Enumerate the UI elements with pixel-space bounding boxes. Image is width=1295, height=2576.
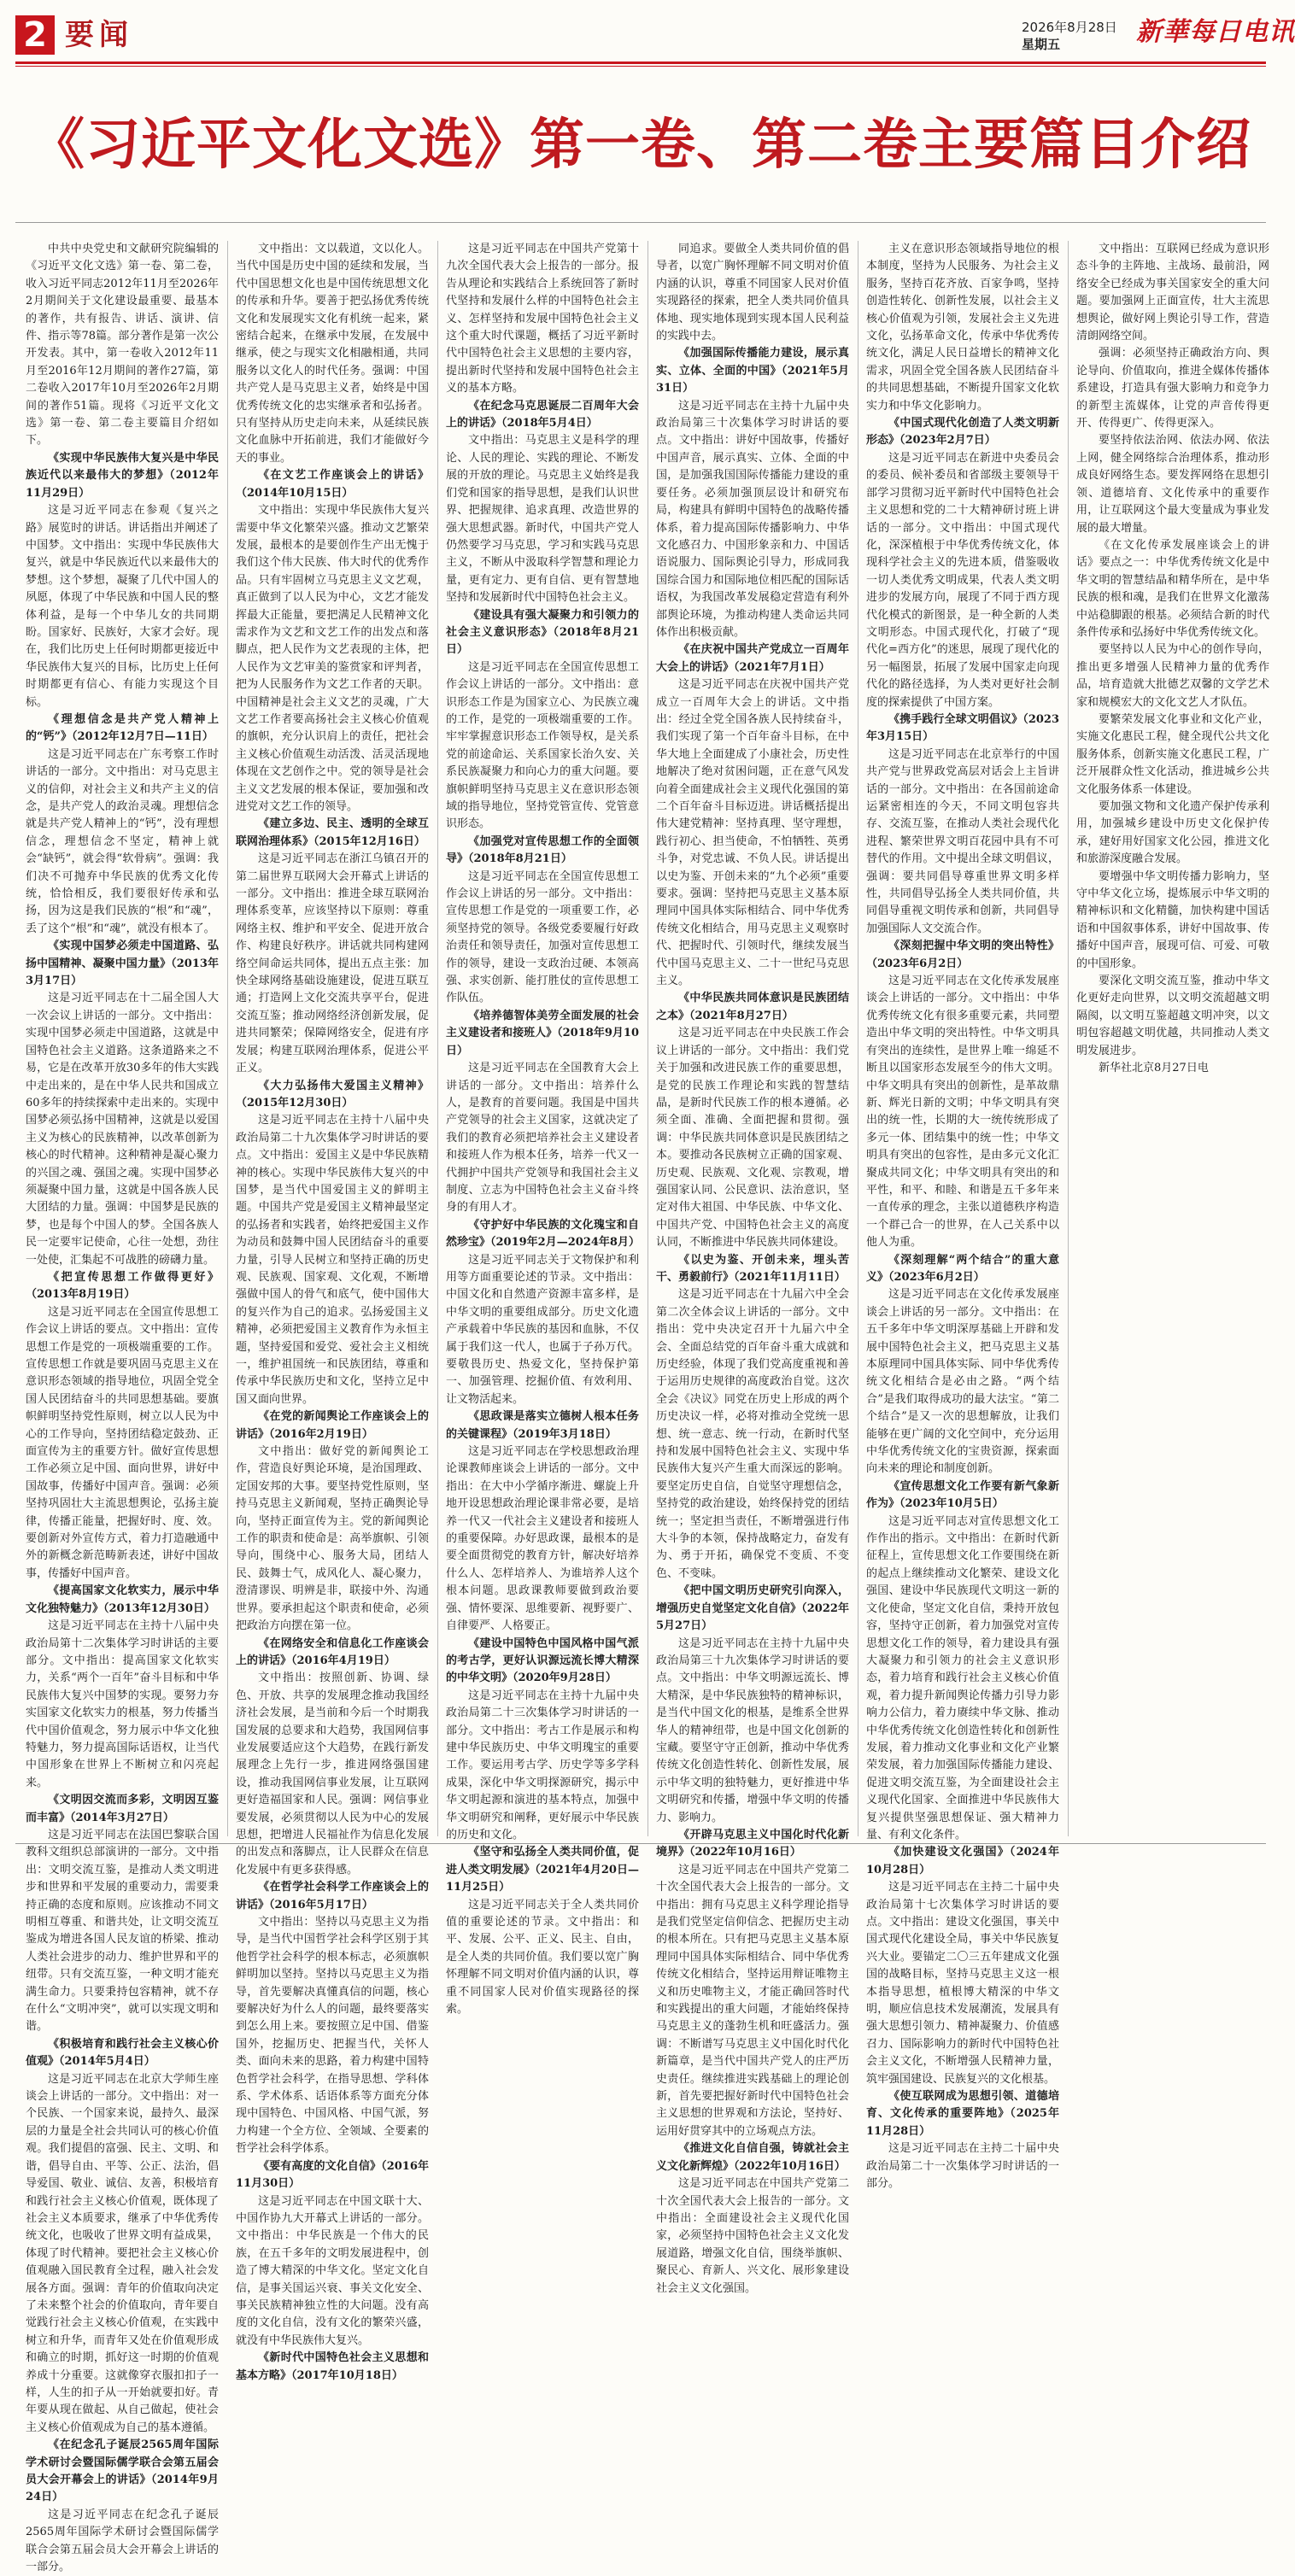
article-paragraph: 这是习近平同志在主持十八届中央政治局第十二次集体学习时讲话的主要部分。文中指出：提高国家文化软实力，关系“两个一百年”奋斗目标和中华民族伟大复兴中国梦的实现。要努力夯实国家文化软实力的根基，努力传播当代中国价值观念，努力展示中华文化独特魅力，努力提高国际话语权，让当代中国形象在世界上不断树立和闪亮起来。 bbox=[26, 1619, 219, 1789]
article-paragraph: 这是习近平同志关于文物保护和利用等方面重要论述的节录。文中指出：中国文化和自然遗产资源丰富多样，是中华文明的重要组成部分。历史文化遗产承载着中华民族的基因和血脉，不仅属于我们这一代人，也属于子孙万代。要敬畏历史、热爱文化，坚持保护第一、加强管理、挖掘价值、有效利用、让文物活起来。 bbox=[446, 1253, 639, 1406]
article-subheading: 《要有高度的文化自信》（2016年11月30日） bbox=[236, 2159, 429, 2191]
article-column-6 bbox=[1076, 241, 1269, 1836]
article-paragraph: 这是习近平同志在庆祝中国共产党成立一百周年大会上的讲话。文中指出：经过全党全国各族人民持续奋斗，我们实现了第一个百年奋斗目标，在中华大地上全面建成了小康社会，历史性地解决了绝对贫困问题，正在意气风发向着全面建成社会主义现代化强国的第二个百年奋斗目标迈进。讲话概括提出伟大建党精神：坚持真理、坚守理想，践行初心、担当使命，不怕牺牲、英勇斗争，对党忠诚、不负人民。讲话提出以史为鉴、开创未来的“九个必须”重要要求。强调：坚持把马克思主义基本原理同中国具体实际相结合、同中华优秀传统文化相结合，用马克思主义观察时代、把握时代、引领时代，继续发展当代中国马克思主义、二十一世纪马克思主义。 bbox=[656, 678, 849, 988]
article-column-1 bbox=[26, 241, 219, 2574]
article-paragraph: 这是习近平同志在中央民族工作会议上讲话的一部分。文中指出：我们党关于加强和改进民族工作的重要思想，是党的民族工作理论和实践的智慧结晶，是新时代民族工作的根本遵循。必须全面、准确、全面把握和贯彻。强调：中华民族共同体意识是民族团结之本。要推动各民族树立正确的国家观、历史观、民族观、文化观、宗教观，增强国家认同、公民意识、法治意识，坚定对伟大祖国、中华民族、中华文化、中国共产党、中国特色社会主义的高度认同，不断推进中华民族共同体建设。 bbox=[656, 1027, 849, 1250]
article-column-2 bbox=[236, 241, 429, 2382]
article-paragraph: 这是习近平同志在法国巴黎联合国教科文组织总部演讲的一部分。文中指出：文明交流互鉴，是推动人类文明进步和世界和平发展的重要动力，需要秉持正确的态度和原则。应该推动不同文明相互尊重、和谐共处，让文明交流互鉴成为增进各国人民友谊的桥梁、推动人类社会进步的动力、维护世界和平的纽带。只有交流互鉴，一种文明才能充满生命力。只要秉持包容精神，就不存在什么“文明冲突”，就可以实现文明和谐。 bbox=[26, 1828, 219, 2034]
article-paragraph: 这是习近平同志在学校思想政治理论课教师座谈会上讲话的一部分。文中指出：在大中小学循序渐进、螺旋上升地开设思想政治理论课非常必要，是培养一代又一代社会主义建设者和接班人的重要保障。办好思政课，最根本的是要全面贯彻党的教育方针，解决好培养什么人、怎样培养人、为谁培养人这个根本问题。思政课教师要做到政治要强、情怀要深、思维要新、视野要广、自律要严、人格要正。 bbox=[446, 1445, 639, 1633]
article-subheading: 《加强党对宣传思想工作的全面领导》（2018年8月21日） bbox=[446, 834, 639, 866]
headline-rule bbox=[15, 222, 1266, 223]
issue-date bbox=[1022, 19, 1117, 53]
article-paragraph: 强调：必须坚持正确政治方向、舆论导向、价值取向，推进全媒体传播体系建设，打造具有强大影响力和竞争力的新型主流媒体，让党的声音传得更开、传得更广、传得更深入。 bbox=[1076, 347, 1269, 430]
page-number: 2 bbox=[15, 15, 55, 55]
article-paragraph: 要深化文明交流互鉴，推动中华文化更好走向世界，以文明交流超越文明隔阂，以文明互鉴超越文明冲突，以文明包容超越文明优越，共同推动人类文明发展进步。 bbox=[1076, 975, 1269, 1057]
article-paragraph: 这是习近平同志在北京举行的中国共产党与世界政党高层对话会上主旨讲话的一部分。文中指出：在各国前途命运紧密相连的今天，不同文明包容共存、交流互鉴，在推动人类社会现代化进程、繁荣世界文明百花园中具有不可替代的作用。文中提出全球文明倡议，强调：要共同倡导尊重世界文明多样性，共同倡导弘扬全人类共同价值，共同倡导重视文明传承和创新，共同倡导加强国际人文交流合作。 bbox=[866, 747, 1059, 935]
article-paragraph: 这是习近平同志在全国宣传思想工作会议上讲话的另一部分。文中指出：宣传思想工作是党的一项重要工作，必须坚持党的领导。各级党委要履行好政治责任和领导责任，加强对宣传思想工作的领导，建设一支政治过硬、本领高强、求实创新、能打胜仗的宣传思想工作队伍。 bbox=[446, 869, 639, 1005]
article-subheading: 《开辟马克思主义中国化时代化新境界》（2022年10月16日） bbox=[656, 1828, 849, 1859]
article-subheading: 《把中国文明历史研究引向深入，增强历史自觉坚定文化自信》（2022年5月27日） bbox=[656, 1584, 849, 1633]
article-paragraph: 中共中央党史和文献研究院编辑的《习近平文化文选》第一卷、第二卷，收入习近平同志2012年11月至2026年2月期间关于文化建设最重要、最基本的著作，共有报告、讲话、演讲、信件、指示等78篇。部分著作是第一次公开发表。其中，第一卷收入2012年11月至2016年12月期间的著作27篇，第二卷收入2017年10月至2026年2月期间的著作51篇。现将《习近平文化文选》第一卷、第二卷主要篇目介绍如下。 bbox=[26, 243, 219, 448]
article-subheading: 《建立多边、民主、透明的全球互联网治理体系》（2015年12月16日） bbox=[236, 817, 429, 848]
article-paragraph: 这是习近平同志在中国共产党第二十次全国代表大会上报告的一部分。文中指出：拥有马克思主义科学理论指导是我们党坚定信仰信念、把握历史主动的根本所在。只有把马克思主义基本原理同中国具体实际相结合、同中华优秀传统文化相结合，坚持运用辩证唯物主义和历史唯物主义，才能正确回答时代和实践提出的重大问题，才能始终保持马克思主义的蓬勃生机和旺盛活力。强调：不断谱写马克思主义中国化时代化新篇章，是当代中国共产党人的庄严历史责任。继续推进实践基础上的理论创新，首先要把握好新时代中国特色社会主义思想的世界观和方法论，坚持好、运用好贯穿其中的立场观点方法。 bbox=[656, 1863, 849, 2138]
article-paragraph: 这是习近平同志在中国文联十大、中国作协九大开幕式上讲话的一部分。文中指出：中华民族是一个伟大的民族，在五千多年的文明发展进程中，创造了博大精深的中华文化。坚定文化自信，是事关国运兴衰、事关文化安全、事关民族精神独立性的大问题。没有高度的文化自信，没有文化的繁荣兴盛，就没有中华民族伟大复兴。 bbox=[236, 2194, 429, 2347]
article-subheading: 《在庆祝中国共产党成立一百周年大会上的讲话》（2021年7月1日） bbox=[656, 643, 849, 674]
article-paragraph: 这是习近平同志在十二届全国人大一次会议上讲话的一部分。文中指出：实现中国梦必须走中国道路，这就是中国特色社会主义道路。这条道路来之不易，它是在改革开放30多年的伟大实践中走出来的，是在中华人民共和国成立60多年的持续探索中走出来的。实现中国梦必须弘扬中国精神，这就是以爱国主义为核心的民族精神，以改革创新为核心的时代精神。这种精神是凝心聚力的兴国之魂、强国之魂。实现中国梦必须凝聚中国力量，这就是中国各族人民大团结的力量。强调：中国梦是民族的梦，也是每个中国人的梦。全国各族人民一定要牢记使命，心往一处想，劲往一处使，汇集起不可战胜的磅礴力量。 bbox=[26, 992, 219, 1267]
article-subheading: 《中国式现代化创造了人类文明新形态》（2023年2月7日） bbox=[866, 417, 1059, 448]
header-rule-thin bbox=[15, 66, 1266, 67]
article-paragraph: 这是习近平同志在中国共产党第十九次全国代表大会上报告的一部分。报告从理论和实践结合上系统回答了新时代坚持和发展什么样的中国特色社会主义、怎样坚持和发展中国特色社会主义这个重大时代课题，概括了习近平新时代中国特色社会主义思想的主要内容，提出新时代坚持和发展中国特色社会主义的基本方略。 bbox=[446, 243, 639, 395]
article-subheading: 《大力弘扬伟大爱国主义精神》（2015年12月30日） bbox=[236, 1079, 429, 1109]
article-paragraph: 这是习近平同志在文化传承发展座谈会上讲话的一部分。文中指出：中华优秀传统文化有很多重要元素，共同塑造出中华文明的突出特性。中华文明具有突出的连续性，是世界上唯一绵延不断且以国家形态发展至今的伟大文明。中华文明具有突出的创新性，是革故鼎新、辉光日新的文明；中华文明具有突出的统一性，长期的大一统传统形成了多元一体、团结集中的统一性；中华文明具有突出的包容性，是由多元文化汇聚成共同文化；中华文明具有突出的和平性，和平、和睦、和谐是五千多年来一直传承的理念，主张以道德秩序构造一个群己合一的世界，在人己关系中以他人为重。 bbox=[866, 975, 1059, 1250]
article-paragraph: 这是习近平同志在主持十八届中央政治局第二十九次集体学习时讲话的要点。文中指出：爱国主义是中华民族精神的核心。实现中华民族伟大复兴的中国梦，是当代中国爱国主义的鲜明主题。中国共产党是爱国主义精神最坚定的弘扬者和实践者，始终把爱国主义作为动员和鼓舞中国人民团结奋斗的重要力量，引导人民树立和坚持正确的历史观、民族观、国家观、文化观，不断增强做中国人的骨气和底气，使中国伟大的复兴作为自己的追求。弘扬爱国主义精神，必须把爱国主义教育作为永恒主题，坚持爱国和爱党、爱社会主义相统一，维护祖国统一和民族团结，尊重和传承中华民族历史和文化，坚持立足中国又面向世界。 bbox=[236, 1114, 429, 1406]
article-subheading: 《坚守和弘扬全人类共同价值，促进人类文明发展》（2021年4月20日—11月25日） bbox=[446, 1846, 639, 1894]
article-paragraph: 这是习近平同志在新进中央委员会的委员、候补委员和省部级主要领导干部学习贯彻习近平新时代中国特色社会主义思想和党的二十大精神研讨班上讲话的一部分。文中指出：中国式现代化，深深植根于中华优秀传统文化，体现科学社会主义的先进本质，借鉴吸收一切人类优秀文明成果，代表人类文明进步的发展方向，展现了不同于西方现代化模式的新图景，是一种全新的人类文明形态。中国式现代化，打破了“现代化=西方化”的迷思，展现了现代化的另一幅图景，拓展了发展中国家走向现代化的路径选择，为人类对更好社会制度的探索提供了中国方案。 bbox=[866, 451, 1059, 709]
article-paragraph: 这是习近平同志对宣传思想文化工作作出的指示。文中指出：在新时代新征程上，宣传思想文化工作要围绕在新的起点上继续推动文化繁荣、建设文化强国、建设中华民族现代文明这一新的文化使命，坚定文化自信，秉持开放包容，坚持守正创新，着力加强党对宣传思想文化工作的领导，着力建设具有强大凝聚力和引领力的社会主义意识形态，着力培育和践行社会主义核心价值观，着力提升新闻舆论传播力引导力影响力公信力，着力赓续中华文脉、推动中华优秀传统文化创造性转化和创新性发展，着力推动文化事业和文化产业繁荣发展，着力加强国际传播能力建设、促进文明交流互鉴，为全面建设社会主义现代化国家、全面推进中华民族伟大复兴提供坚强思想保证、强大精神力量、有利文化条件。 bbox=[866, 1514, 1059, 1841]
masthead bbox=[0, 0, 1295, 60]
article-subheading: 《建设中国特色中国风格中国气派的考古学，更好认识源远流长博大精深的中华文明》（2020年9月28日） bbox=[446, 1636, 639, 1685]
article-subheading: 《推进文化自信自强，铸就社会主义文化新辉煌》（2022年10月16日） bbox=[656, 2142, 849, 2173]
article-paragraph: 这是习近平同志在全国宣传思想工作会议上讲话的一部分。文中指出：意识形态工作是为国家立心、为民族立魂的工作，是党的一项极端重要的工作。牢牢掌握意识形态工作领导权，是关系党的前途命运、关系国家长治久安、关系民族凝聚力和向心力的重大问题。要旗帜鲜明坚持马克思主义在意识形态领域的指导地位，坚持党管宣传、党管意识形态。 bbox=[446, 660, 639, 831]
article-paragraph: 同追求。要做全人类共同价值的倡导者，以宽广胸怀理解不同文明对价值内涵的认识，尊重不同国家人民对价值实现路径的探索，把全人类共同价值具体地、现实地体现到实现本国人民利益的实践中去。 bbox=[656, 243, 849, 343]
article-paragraph: 这是习近平同志在全国宣传思想工作会议上讲话的要点。文中指出：宣传思想工作是党的一项极端重要的工作。宣传思想工作就是要巩固马克思主义在意识形态领域的指导地位，巩固全党全国人民团结奋斗的共同思想基础。要旗帜鲜明坚持党性原则，树立以人民为中心的工作导向，坚持团结稳定鼓劲、正面宣传为主的重要方针。做好宣传思想工作必须立足中国、面向世界，讲好中国故事，传播好中国声音。强调：必须坚持巩固壮大主流思想舆论，弘扬主旋律，传播正能量，把握好时、度、效。要创新对外宣传方式，着力打造融通中外的新概念新范畴新表述，讲好中国故事，传播好中国声音。 bbox=[26, 1305, 219, 1580]
article-paragraph: 要加强文物和文化遗产保护传承利用，加强城乡建设中历史文化保护传承，建好用好国家文化公园，推进文化和旅游深度融合发展。 bbox=[1076, 800, 1269, 866]
column-divider bbox=[227, 241, 228, 1836]
article-subheading: 《培养德智体美劳全面发展的社会主义建设者和接班人》（2018年9月10日） bbox=[446, 1009, 639, 1057]
column-divider bbox=[437, 241, 438, 1836]
article-subheading: 《积极培育和践行社会主义核心价值观》（2014年5月4日） bbox=[26, 2037, 219, 2069]
article-subheading: 《守护好中华民族的文化瑰宝和自然珍宝》（2019年2月—2024年8月） bbox=[446, 1218, 640, 1250]
article-paragraph: 《在文化传承发展座谈会上的讲话》要点之一：中华优秀传统文化是中华文明的智慧结晶和精华所在，是中华民族的根和魂，是我们在世界文化激荡中站稳脚跟的根基。必须结合新的时代条件传承和弘扬好中华优秀传统文化。 bbox=[1076, 538, 1269, 639]
article-column-3 bbox=[446, 241, 640, 2017]
article-column-5 bbox=[866, 241, 1059, 2191]
article-subheading: 《深刻理解“两个结合”的重大意义》（2023年6月2日） bbox=[866, 1253, 1059, 1284]
article-paragraph: 文中指出：文以载道，文以化人。当代中国是历史中国的延续和发展，当代中国思想文化也是中国传统思想文化的传承和升华。要善于把弘扬优秀传统文化和发展现实文化有机统一起来，紧密结合起来，在继承中发展，在发展中继承，使之与现实文化相融相通，共同服务以文化人的时代任务。强调：中国共产党人是马克思主义者，始终是中国优秀传统文化的忠实继承者和弘扬者。只有坚持从历史走向未来，从延续民族文化血脉中开拓前进，我们才能做好今天的事业。 bbox=[236, 243, 429, 465]
article-paragraph: 文中指出：做好党的新闻舆论工作，营造良好舆论环境，是治国理政、定国安邦的大事。要坚持党性原则，坚持马克思主义新闻观，坚持正确舆论导向，坚持正面宣传为主。党的新闻舆论工作的职责和使命是：高举旗帜、引领导向，围绕中心、服务大局，团结人民、鼓舞士气，成风化人、凝心聚力，澄清谬误、明辨是非，联接中外、沟通世界。要承担起这个职责和使命，必须把政治方向摆在第一位。 bbox=[236, 1445, 429, 1633]
article-paragraph: 文中指出：坚持以马克思主义为指导，是当代中国哲学社会科学区别于其他哲学社会科学的根本标志，必须旗帜鲜明加以坚持。坚持以马克思主义为指导，首先要解决真懂真信的问题，核心要解决好为什么人的问题，最终要落实到怎么用上来。要按照立足中国、借鉴国外，挖掘历史、把握当代，关怀人类、面向未来的思路，着力构建中国特色哲学社会科学，在指导思想、学科体系、学术体系、话语体系等方面充分体现中国特色、中国风格、中国气派，努力构建一个全方位、全领域、全要素的哲学社会科学体系。 bbox=[236, 1916, 429, 2156]
article-paragraph: 这是习近平同志关于全人类共同价值的重要论述的节录。文中指出：和平、发展、公平、正义、民主、自由，是全人类的共同价值。我们要以宽广胸怀理解不同文明对价值内涵的认识，尊重不同国家人民对价值实现路径的探索。 bbox=[446, 1898, 639, 2017]
article-paragraph: 这是习近平同志在纪念孔子诞辰2565周年国际学术研讨会暨国际儒学联合会第五届会员大会开幕会上讲话的一部分。 bbox=[26, 2508, 219, 2574]
article-paragraph: 这是习近平同志在主持十九届中央政治局第三十九次集体学习时讲话的要点。文中指出：中华文明源远流长、博大精深，是中华民族独特的精神标识，是当代中国文化的根基，是维系全世界华人的精神纽带，也是中国文化创新的宝藏。要坚守守正创新，推动中华优秀传统文化创造性转化、创新性发展，展示中华文明的独特魅力，更好推进中华文明研究和传播，增强中华文明的传播力、影响力。 bbox=[656, 1636, 849, 1824]
article-paragraph: 这是习近平同志在中国共产党第二十次全国代表大会上报告的一部分。文中指出：全面建设社会主义现代化国家，必须坚持中国特色社会主义文化发展道路，增强文化自信，围绕举旗帜、聚民心、育新人、兴文化、展形象建设社会主义文化强国。 bbox=[656, 2177, 849, 2295]
article-paragraph: 这是习近平同志在十九届六中全会第二次全体会议上讲话的一部分。文中指出：党中央决定召开十九届六中全会、全面总结党的百年奋斗重大成就和历史经验，体现了我们党高度重视和善于运用历史规律的高度政治自觉。这次全会《决议》同党在历史上形成的两个历史决议一样，必将对推动全党统一思想、统一意志、统一行动，在新时代坚持和发展中国特色社会主义、实现中华民族伟大复兴产生重大而深远的影响。要坚定历史自信，自觉坚守理想信念，坚持党的政治建设，始终保持党的团结统一；坚定担当责任，不断增强进行伟大斗争的本领，保持战略定力，奋发有为、勇于开拓，确保党不变质、不变色、不变味。 bbox=[656, 1288, 849, 1580]
article-subheading: 《在网络安全和信息化工作座谈会上的讲话》（2016年4月19日） bbox=[236, 1636, 429, 1667]
article-subheading: 《把宣传思想工作做得更好》（2013年8月19日） bbox=[26, 1270, 219, 1302]
article-subheading: 《建设具有强大凝聚力和引领力的社会主义意识形态》（2018年8月21日） bbox=[446, 608, 639, 657]
article-paragraph: 这是习近平同志在北京大学师生座谈会上讲话的一部分。文中指出：对一个民族、一个国家来说，最持久、最深层的力量是全社会共同认可的核心价值观。我们提倡的富强、民主、文明、和谐，倡导自由、平等、公正、法治，倡导爱国、敬业、诚信、友善，积极培育和践行社会主义核心价值观，既体现了社会主义本质要求，继承了中华优秀传统文化，也吸收了世界文明有益成果，体现了时代精神。要把社会主义核心价值观融入国民教育全过程，融入社会发展各方面。强调：青年的价值取向决定了未来整个社会的价值取向，青年要自觉践行社会主义核心价值观，在实践中树立和升华，而青年又处在价值观形成和确立的时期，抓好这一时期的价值观养成十分重要。这就像穿衣服扣扣子一样，人生的扣子从一开始就要扣好。青年要从现在做起、从自己做起，使社会主义核心价值观成为自己的基本遵循。 bbox=[26, 2072, 219, 2434]
article-subheading: 《使互联网成为思想引领、道德培育、文化传承的重要阵地》（2025年11月28日） bbox=[866, 2090, 1059, 2138]
article-subheading: 《深刻把握中华文明的突出特性》（2023年6月2日） bbox=[866, 940, 1059, 970]
section-name: 要闻 bbox=[65, 18, 133, 52]
article-paragraph: 这是习近平同志在广东考察工作时讲话的一部分。文中指出：对马克思主义的信仰，对社会主义和共产主义的信念，是共产党人的政治灵魂。理想信念就是共产党人精神上的“钙”，没有理想信念，理想信念不坚定，精神上就会“缺钙”，就会得“软骨病”。强调：我们决不可抛弃中华民族的优秀文化传统，恰恰相反，我们要很好传承和弘扬，因为这是我们民族的“根”和“魂”，丢了这个“根”和“魂”，就没有根本了。 bbox=[26, 747, 219, 935]
article-subheading: 《新时代中国特色社会主义思想和基本方略》（2017年10月18日） bbox=[236, 2351, 429, 2382]
article-paragraph: 主义在意识形态领域指导地位的根本制度，坚持为人民服务、为社会主义服务，坚持百花齐放、百家争鸣，坚持创造性转化、创新性发展，以社会主义核心价值观为引领，发展社会主义先进文化，弘扬革命文化，传承中华优秀传统文化，满足人民日益增长的精神文化需求，巩固全党全国各族人民团结奋斗的共同思想基础，不断提升国家文化软实力和中华文化影响力。 bbox=[866, 243, 1059, 413]
article-subheading: 《思政课是落实立德树人根本任务的关键课程》（2019年3月18日） bbox=[446, 1410, 639, 1441]
article-subheading: 《实现中国梦必须走中国道路、弘扬中国精神、凝聚中国力量》（2013年3月17日） bbox=[26, 940, 219, 988]
article-paragraph: 这是习近平同志在主持十九届中央政治局第三十次集体学习时讲话的要点。文中指出：讲好中国故事，传播好中国声音，展示真实、立体、全面的中国，是加强我国国际传播能力建设的重要任务。必须加强顶层设计和研究布局，构建具有鲜明中国特色的战略传播体系，着力提高国际传播影响力、中华文化感召力、中国形象亲和力、中国话语说服力、国际舆论引导力，形成同我国综合国力和国际地位相匹配的国际话语权，为我国改革发展稳定营造有利外部舆论环境，为推动构建人类命运共同体作出积极贡献。 bbox=[656, 399, 849, 639]
article-paragraph: 要坚持以人民为中心的创作导向，推出更多增强人民精神力量的优秀作品，培育造就大批德艺双馨的文学艺术家和规模宏大的文化文艺人才队伍。 bbox=[1076, 643, 1269, 709]
header-rule bbox=[15, 61, 1266, 64]
article-subheading: 《提高国家文化软实力，展示中华文化独特魅力》（2013年12月30日） bbox=[26, 1584, 219, 1615]
article-paragraph: 这是习近平同志在参观《复兴之路》展览时的讲话。讲话指出并阐述了中国梦。文中指出：实现中华民族伟大复兴，就是中华民族近代以来最伟大的梦想。这个梦想，凝聚了几代中国人的夙愿，体现了中华民族和中国人民的整体利益，是每一个中华儿女的共同期盼。国家好、民族好，大家才会好。现在，我们比历史上任何时期都更接近中华民族伟大复兴的目标，比历史上任何时期都更有信心、有能力实现这个目标。 bbox=[26, 504, 219, 709]
article-paragraph: 文中指出：马克思主义是科学的理论、人民的理论、实践的理论、不断发展的开放的理论。马克思主义始终是我们党和国家的指导思想，是我们认识世界、把握规律、追求真理、改造世界的强大思想武器。新时代，中国共产党人仍然要学习马克思，学习和实践马克思主义，不断从中汲取科学智慧和理论力量，更有定力、更有自信、更有智慧地坚持和发展新时代中国特色社会主义。 bbox=[446, 434, 639, 605]
article-subheading: 《在文艺工作座谈会上的讲话》（2014年10月15日） bbox=[236, 469, 429, 500]
article-subheading: 《理想信念是共产党人精神上的“钙”》（2012年12月7日—11日） bbox=[26, 712, 219, 744]
article-subheading: 《中华民族共同体意识是民族团结之本》（2021年8月27日） bbox=[656, 992, 849, 1022]
article-paragraph: 这是习近平同志在主持二十届中央政治局第二十一次集体学习时讲话的一部分。 bbox=[866, 2142, 1059, 2191]
article-paragraph: 这是习近平同志在全国教育大会上讲话的一部分。文中指出：培养什么人，是教育的首要问题。我国是中国共产党领导的社会主义国家，这就决定了我们的教育必须把培养社会主义建设者和接班人作为根本任务，培养一代又一代拥护中国共产党领导和我国社会主义制度、立志为中国特色社会主义奋斗终身的有用人才。 bbox=[446, 1062, 639, 1215]
article-paragraph: 要增强中华文明传播力影响力，坚守中华文化立场，提炼展示中华文明的精神标识和文化精髓，加快构建中国话语和中国叙事体系，讲好中国故事、传播好中国声音，展现可信、可爱、可敬的中国形象。 bbox=[1076, 869, 1269, 970]
article-paragraph: 文中指出：实现中华民族伟大复兴需要中华文化繁荣兴盛。推动文艺繁荣发展，最根本的是要创作生产出无愧于我们这个伟大民族、伟大时代的优秀作品。只有牢固树立马克思主义文艺观，真正做到了以人民为中心，文艺才能发挥最大正能量，要把满足人民精神文化需求作为文艺和文艺工作的出发点和落脚点，把人民作为文艺表现的主体，把人民作为文艺审美的鉴赏家和评判者，把为人民服务作为文艺工作者的天职。中国精神是社会主义文艺的灵魂，广大文艺工作者要高扬社会主义核心价值观的旗帜，充分认识肩上的责任，把社会主义核心价值观生动活泼、活灵活现地体现在文艺创作之中。党的领导是社会主义文艺发展的根本保证，要加强和改进党对文艺工作的领导。 bbox=[236, 504, 429, 813]
issue-date-text: 2026年8月28日 bbox=[1022, 20, 1117, 35]
article-subheading: 《实现中华民族伟大复兴是中华民族近代以来最伟大的梦想》（2012年11月29日） bbox=[26, 451, 219, 500]
article-paragraph: 要繁荣发展文化事业和文化产业，实施文化惠民工程，健全现代公共文化服务体系，创新实施文化惠民工程，广泛开展群众性文化活动，推进城乡公共文化服务体系一体建设。 bbox=[1076, 712, 1269, 796]
article-subheading: 《文明因交流而多彩，文明因互鉴而丰富》（2014年3月27日） bbox=[26, 1794, 219, 1824]
article-paragraph: 这是习近平同志在主持二十届中央政治局第十七次集体学习时讲话的要点。文中指出：建设文化强国，事关中国式现代化建设全局，事关中华民族复兴大业。要锚定二〇三五年建成文化强国的战略目标，坚持马克思主义这一根本指导思想，植根博大精深的中华文明，顺应信息技术发展潮流，发展具有强大思想引领力、精神凝聚力、价值感召力、国际影响力的新时代中国特色社会主义文化，不断增强人民精神力量，筑牢强国建设、民族复兴的文化根基。 bbox=[866, 1881, 1059, 2086]
article-subheading: 《在党的新闻舆论工作座谈会上的讲话》（2016年2月19日） bbox=[236, 1410, 429, 1441]
article-subheading: 《在纪念孔子诞辰2565周年国际学术研讨会暨国际儒学联合会第五届会员大会开幕会上的讲话》（2014年9月24日） bbox=[26, 2438, 219, 2504]
page-headline: 《习近平文化文选》第一卷、第二卷主要篇目介绍 bbox=[30, 113, 1251, 177]
footer-rule bbox=[15, 1843, 1266, 1844]
newspaper-logo: 新華每日电讯 bbox=[1136, 17, 1295, 47]
article-paragraph: 新华社北京8月27日电 bbox=[1099, 1062, 1209, 1075]
article-paragraph: 文中指出：按照创新、协调、绿色、开放、共享的发展理念推动我国经济社会发展，是当前和今后一个时期我国发展的总要求和大趋势，我国网信事业发展要适应这个大趋势，在践行新发展理念上先行一步，推进网络强国建设，推动我国网信事业发展，让互联网更好造福国家和人民。强调：网信事业要发展，必须贯彻以人民为中心的发展思想，把增进人民福祉作为信息化发展的出发点和落脚点，让人民群众在信息化发展中有更多获得感。 bbox=[236, 1671, 429, 1876]
issue-weekday: 星期五 bbox=[1022, 37, 1061, 52]
article-subheading: 《携手践行全球文明倡议》（2023年3月15日） bbox=[866, 712, 1059, 744]
article-column-4 bbox=[656, 241, 849, 2295]
article-subheading: 《加快建设文化强国》（2024年10月28日） bbox=[866, 1846, 1059, 1876]
article-subheading: 《在纪念马克思诞辰二百周年大会上的讲话》（2018年5月4日） bbox=[446, 399, 639, 430]
article-paragraph: 这是习近平同志在浙江乌镇召开的第二届世界互联网大会开幕式上讲话的一部分。文中指出：推进全球互联网治理体系变革，应该坚持以下原则：尊重网络主权、维护和平安全、促进开放合作、构建良好秩序。讲话就共同构建网络空间命运共同体，提出五点主张：加快全球网络基础设施建设，促进互联互通；打造网上文化交流共享平台，促进交流互鉴；推动网络经济创新发展，促进共同繁荣；保障网络安全，促进有序发展；构建互联网治理体系，促进公平正义。 bbox=[236, 852, 429, 1075]
article-subheading: 《在哲学社会科学工作座谈会上的讲话》（2016年5月17日） bbox=[236, 1881, 429, 1912]
article-paragraph: 要坚持依法治网、依法办网、依法上网，健全网络综合治理体系，推动形成良好网络生态。要发挥网络在思想引领、道德培育、文化传承中的重要作用，让互联网这个最大变量成为事业发展的最大增量。 bbox=[1076, 434, 1269, 535]
article-subheading: 《加强国际传播能力建设，展示真实、立体、全面的中国》（2021年5月31日） bbox=[656, 347, 849, 395]
article-paragraph: 这是习近平同志在主持十九届中央政治局第二十三次集体学习时讲话的一部分。文中指出：考古工作是展示和构建中华民族历史、中华文明瑰宝的重要工作。要运用考古学、历史学等多学科成果，深化中华文明探源研究，揭示中华文明起源和演进的基本特点，加强中华文明研究和阐释，更好展示中华民族的历史和文化。 bbox=[446, 1689, 639, 1841]
article-subheading: 《以史为鉴、开创未来，埋头苦干、勇毅前行》（2021年11月11日） bbox=[656, 1253, 849, 1284]
article-paragraph: 文中指出：互联网已经成为意识形态斗争的主阵地、主战场、最前沿，网络安全已经成为事关国家安全的重大问题。要加强网上正面宣传，壮大主流思想舆论，做好网上舆论引导工作，营造清朗网络空间。 bbox=[1076, 243, 1269, 343]
column-divider bbox=[1068, 241, 1069, 1836]
article-paragraph: 这是习近平同志在文化传承发展座谈会上讲话的另一部分。文中指出：在五千多年中华文明深厚基础上开辟和发展中国特色社会主义，把马克思主义基本原理同中国具体实际、同中华优秀传统文化相结合是必由之路。“两个结合”是我们取得成功的最大法宝。“第二个结合”是又一次的思想解放，让我们能够在更广阔的文化空间中，充分运用中华优秀传统文化的宝贵资源，探索面向未来的理论和制度创新。 bbox=[866, 1288, 1059, 1476]
article-subheading: 《宣传思想文化工作要有新气象新作为》（2023年10月5日） bbox=[866, 1479, 1059, 1511]
